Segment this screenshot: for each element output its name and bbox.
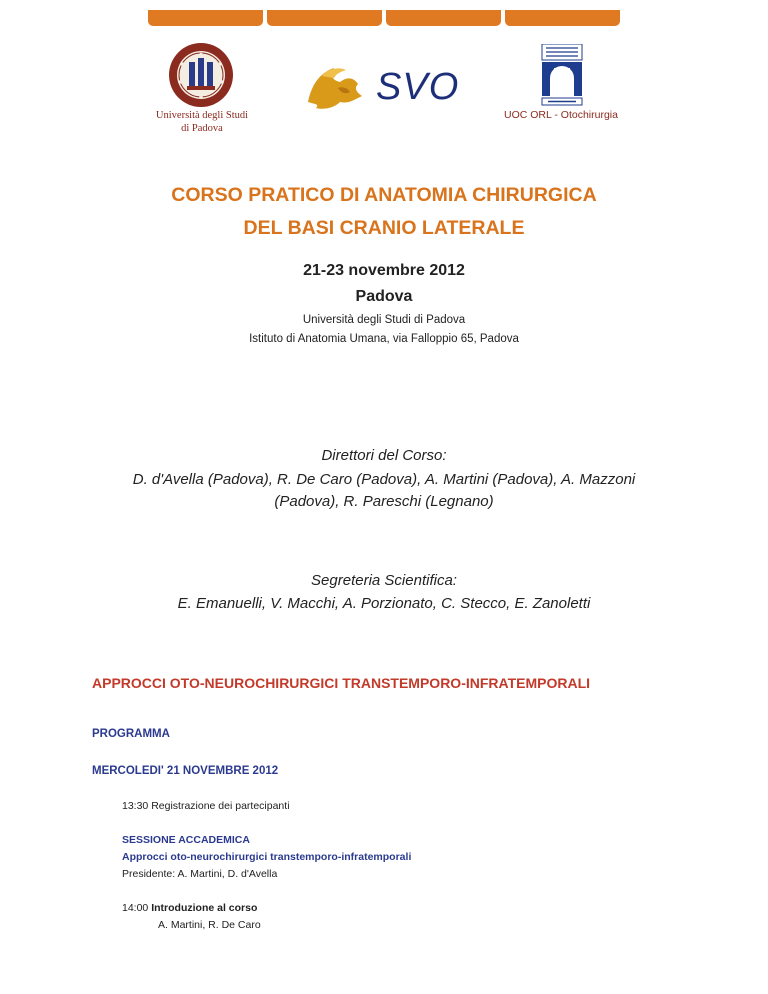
session-president: Presidente: A. Martini, D. d'Avella [122, 868, 278, 880]
talk-time: 14:00 [122, 902, 149, 914]
session-subtitle: Approcci oto-neurochirurgici transtemporo-infratemporali [122, 851, 412, 863]
hospital-logo-icon [540, 44, 584, 106]
talk-row [122, 902, 257, 914]
university-seal-logo-icon [160, 42, 242, 108]
directors-line1: D. d'Avella (Padova), R. De Caro (Padova), A. Martini (Padova), A. Mazzoni [132, 471, 636, 488]
registration-row: 13:30 Registrazione dei partecipanti [122, 800, 290, 812]
top-decorative-bar [148, 10, 620, 26]
course-institute: Istituto di Anatomia Umana, via Falloppio 65, Padova [249, 333, 519, 345]
caption-line: di Padova [181, 123, 223, 134]
course-title-line1: CORSO PRATICO DI ANATOMIA CHIRURGICA [171, 184, 597, 206]
session-title: SESSIONE ACCADEMICA [122, 834, 250, 846]
program-heading: PROGRAMMA [92, 728, 170, 740]
course-city: Padova [355, 288, 413, 305]
secretariat-label: Segreteria Scientifica: [311, 572, 457, 589]
university-caption [140, 109, 264, 135]
course-dates: 21-23 novembre 2012 [303, 262, 465, 279]
top-bar-segment [505, 10, 620, 26]
course-title-line2: DEL BASI CRANIO LATERALE [243, 217, 525, 239]
talk-title: Introduzione al corso [151, 902, 258, 914]
top-bar-segment [267, 10, 382, 26]
uoc-caption: UOC ORL - Otochirurgia [504, 109, 618, 121]
svo-brand: SVO [376, 66, 460, 108]
secretariat-names: E. Emanuelli, V. Macchi, A. Porzionato, C. Stecco, E. Zanoletti [177, 595, 591, 612]
top-bar-segment [386, 10, 501, 26]
program-day: MERCOLEDI' 21 NOVEMBRE 2012 [92, 765, 279, 777]
directors-line2: (Padova), R. Pareschi (Legnano) [274, 493, 494, 510]
directors-label: Direttori del Corso: [321, 447, 447, 464]
course-university: Università degli Studi di Padova [302, 314, 466, 326]
top-bar-segment [148, 10, 263, 26]
caption-line: Università degli Studi [155, 110, 249, 121]
program-section-title: APPROCCI OTO-NEUROCHIRURGICI TRANSTEMPORO-INFRATEMPORALI [92, 675, 591, 691]
talk-speakers: A. Martini, R. De Caro [158, 919, 261, 931]
